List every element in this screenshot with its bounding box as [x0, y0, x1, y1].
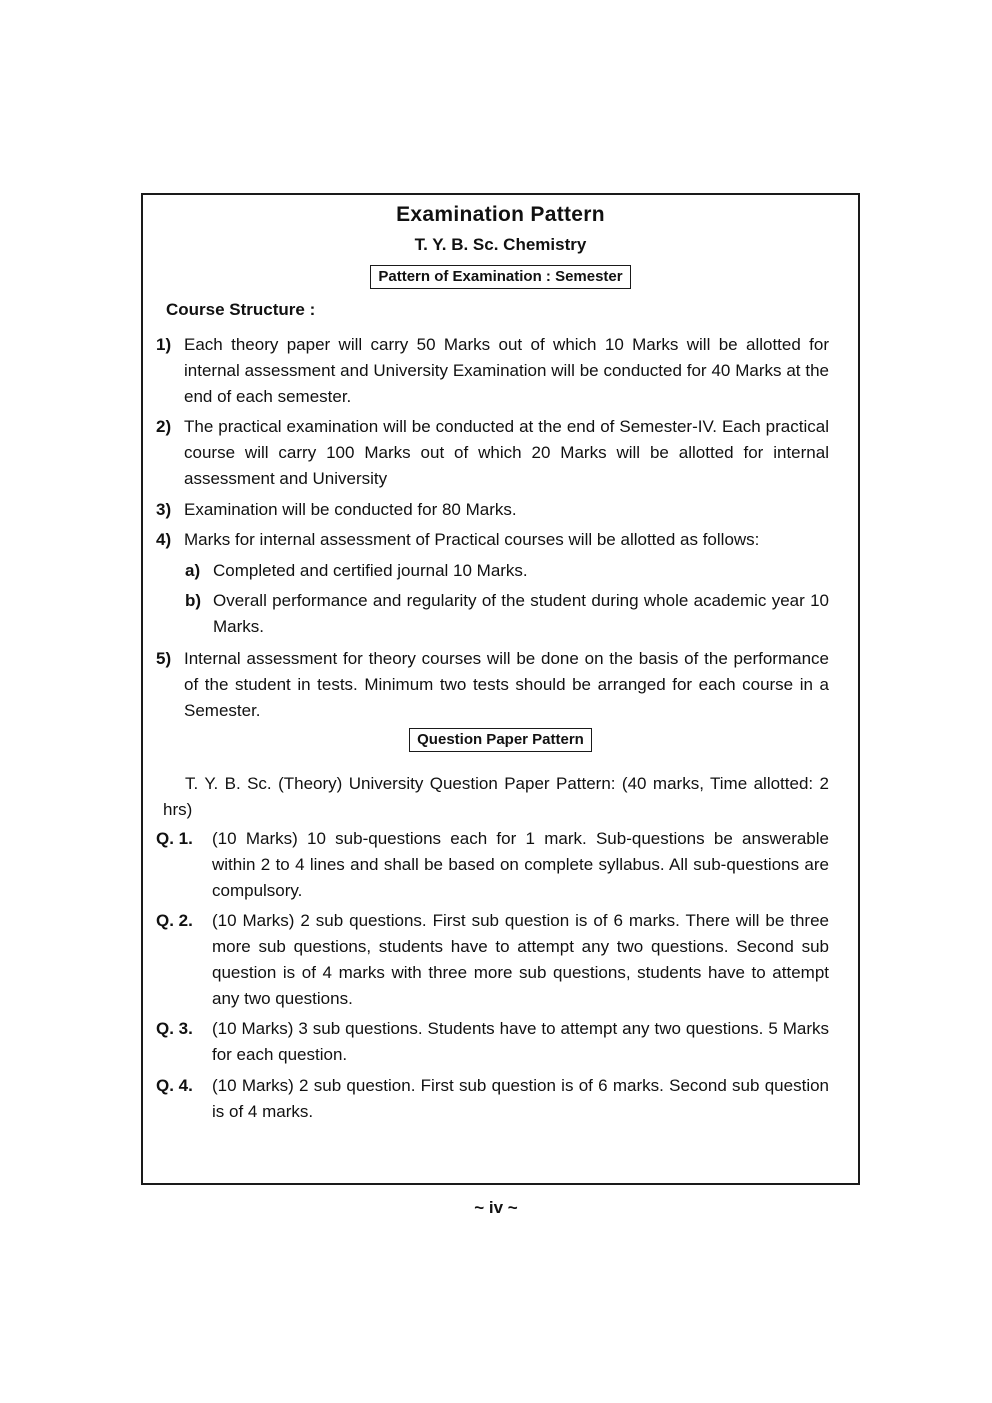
question-paper-intro: T. Y. B. Sc. (Theory) University Question Paper Pattern: (40 marks, Time allotted: 2 hrs)	[163, 774, 829, 819]
question-text: (10 Marks) 10 sub-questions each for 1 mark. Sub-questions be answerable within 2 to 4 lines and shall be based on complete syllabus. All sub-questions are compulsory.	[212, 829, 829, 900]
subitem-letter: a)	[185, 561, 201, 580]
pattern-of-examination-box: Pattern of Examination : Semester	[370, 265, 630, 289]
item-text: Examination will be conducted for 80 Marks.	[184, 500, 517, 519]
question-number: Q. 4.	[156, 1076, 193, 1095]
item-number: 2)	[156, 417, 172, 436]
question-box-wrap	[143, 728, 858, 752]
question-text: (10 Marks) 3 sub questions. Students have to attempt any two questions. 5 Marks for each question.	[212, 1019, 829, 1064]
question-number: Q. 2.	[156, 911, 193, 930]
item-text: Each theory paper will carry 50 Marks out of which 10 Marks will be allotted for internal assessment and University Examination will be conducted for 40 Marks at the end of each semester.	[184, 335, 829, 406]
course-structure-heading: Course Structure :	[166, 300, 316, 319]
item-number: 5)	[156, 649, 172, 668]
item-text: Internal assessment for theory courses will be done on the basis of the performance of the student in tests. Minimum two tests should be arranged for each course in a Semester.	[184, 649, 829, 720]
item-text: The practical examination will be conducted at the end of Semester-IV. Each practical course will carry 100 Marks out of which 20 Marks will be allotted for internal assessment and University	[184, 417, 829, 488]
question-paper-pattern-box: Question Paper Pattern	[409, 728, 592, 752]
subitem-letter: b)	[185, 591, 202, 610]
question-number: Q. 1.	[156, 829, 193, 848]
question-number: Q. 3.	[156, 1019, 193, 1038]
page-title: Examination Pattern	[396, 203, 605, 226]
item-number: 4)	[156, 530, 172, 549]
item-number: 3)	[156, 500, 172, 519]
question-text: (10 Marks) 2 sub questions. First sub question is of 6 marks. There will be three more sub questions, students have to attempt any two questions. Second sub question is of 4 marks with three more sub questions, students have to attempt any two questions.	[212, 911, 829, 1008]
subitem-text: Completed and certified journal 10 Marks.	[213, 561, 528, 580]
item-text: Marks for internal assessment of Practical courses will be allotted as follows:	[184, 530, 760, 549]
subitem-text: Overall performance and regularity of the student during whole academic year 10 Marks.	[213, 591, 829, 636]
page-subtitle: T. Y. B. Sc. Chemistry	[414, 235, 587, 254]
page-number: ~ iv ~	[474, 1198, 518, 1217]
exam-pattern-frame	[141, 193, 860, 1185]
item-number: 1)	[156, 335, 172, 354]
question-text: (10 Marks) 2 sub question. First sub question is of 6 marks. Second sub question is of 4 marks.	[212, 1076, 829, 1121]
pattern-box-wrap	[143, 265, 858, 289]
